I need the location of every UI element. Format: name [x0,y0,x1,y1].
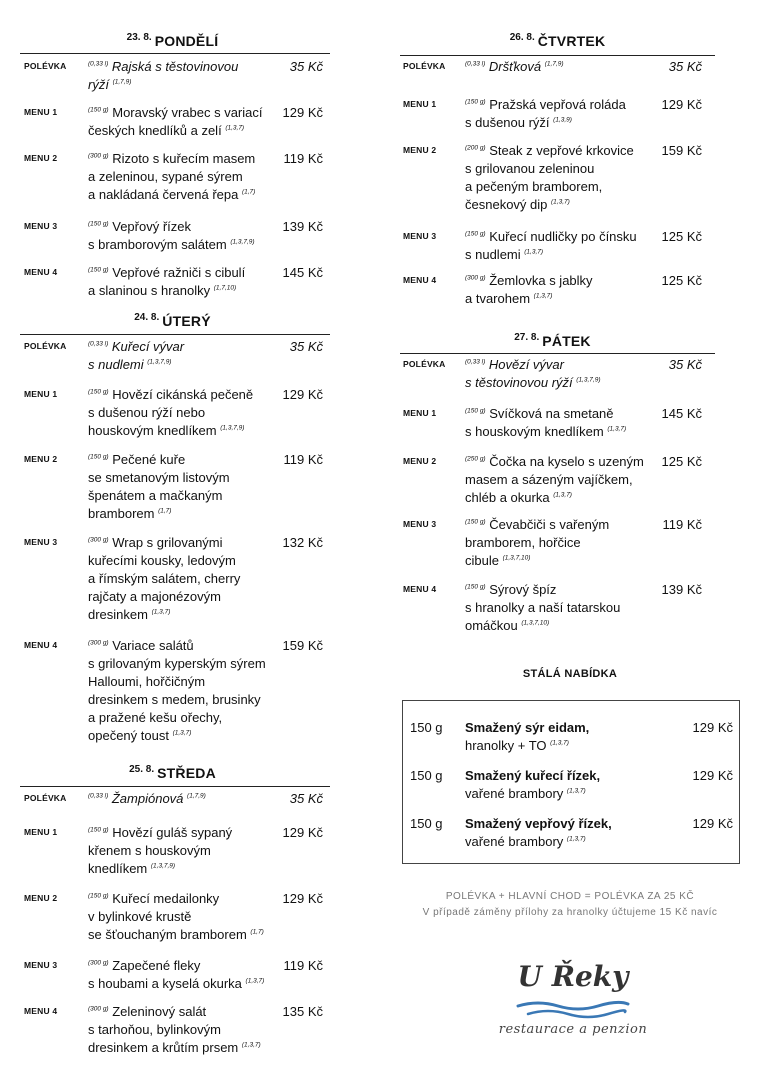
item-description [88,264,298,300]
description-line: s grilovanou zeleninou [465,161,595,176]
description-line: Vepřové ražniči s cibulí [112,265,246,280]
logo-subtitle: restaurace a penzion [498,1022,648,1037]
item-name: Smažený vepřový řízek, [465,816,612,831]
item-description [465,815,612,851]
description-line: v bylinkové krustě [88,909,192,924]
combo-note: POLÉVKA + HLAVNÍ CHOD = POLÉVKA ZA 25 KČ [445,891,695,902]
item-weight: (150 g) [88,106,109,114]
day-date: 26. 8. [509,32,535,43]
item-description [465,228,675,264]
allergens: (1,3,7) [550,739,569,747]
side-swap-note: V případě záměny přílohy za hranolky účtujeme 15 Kč navíc [422,907,718,918]
day-name: ÚTERÝ [162,313,211,329]
item-weight: (300 g) [88,639,109,647]
item-weight: (300 g) [88,1005,109,1013]
allergens: (1,3,7) [607,425,627,433]
description-line: Pečené kuře [112,452,186,467]
item-price: 129 Kč [282,387,323,402]
item-label: MENU 3 [24,537,58,547]
allergens: (1,3,7) [566,835,586,843]
description-line: s těstovinovou rýží [465,375,573,390]
allergens: (1,3,7) [225,124,245,132]
item-description [88,890,298,944]
item-side: vařené brambory [465,834,564,849]
item-weight: (150 g) [88,388,109,396]
item-side: vařené brambory [465,786,564,801]
item-weight: 150 g [410,816,443,831]
description-line: s houskovým knedlíkem [465,424,604,439]
allergens: (1,3,7) [241,1041,261,1049]
description-line: Kuřecí nudličky po čínsku [489,229,637,244]
description-line: Žampiónová [111,791,184,806]
item-description [88,824,298,878]
item-label: POLÉVKA [403,359,446,369]
allergens: (1,3,7,10) [502,554,531,562]
item-weight: (0,33 l) [88,792,109,800]
description-line: opečený toust [88,728,169,743]
description-line: s bramborovým salátem [88,237,227,252]
standing-offer-box [402,700,740,864]
item-description [88,218,298,254]
description-line: a pražené kešu ořechy, [88,710,223,725]
allergens: (1,3,7,9) [220,424,245,432]
description-line: a slaninou s hranolky [88,283,211,298]
item-label: POLÉVKA [24,793,67,803]
item-label: MENU 1 [403,99,437,109]
item-price: 132 Kč [282,535,323,550]
item-weight: (200 g) [465,144,486,152]
item-price: 125 Kč [661,273,702,288]
day-date: 25. 8. [129,764,155,775]
item-description [465,96,675,132]
item-price: 125 Kč [661,454,702,469]
description-line: česnekový dip [465,197,548,212]
item-price: 35 Kč [668,59,702,74]
day-name: STŘEDA [157,765,216,781]
item-weight: (150 g) [88,892,109,900]
item-weight: (0,33 l) [88,60,109,68]
description-line: a tvarohem [465,291,531,306]
item-price: 139 Kč [661,582,702,597]
item-label: MENU 3 [24,960,58,970]
allergens: (1,3,7) [172,729,192,737]
day-date: 24. 8. [134,312,160,323]
item-label: POLÉVKA [24,61,67,71]
description-line: Zapečené fleky [112,958,201,973]
item-description [465,453,675,507]
item-label: MENU 1 [403,408,437,418]
item-price: 129 Kč [692,816,733,831]
description-line: Zeleninový salát [112,1004,207,1019]
item-weight: (300 g) [88,152,109,160]
description-line: Svíčková na smetaně [489,406,614,421]
item-label: POLÉVKA [24,341,67,351]
item-price: 129 Kč [692,720,733,735]
item-description [88,150,298,204]
description-line: cibule [465,553,499,568]
item-price: 35 Kč [289,59,323,74]
divider [400,55,715,56]
allergens: (1,7,9) [187,792,206,800]
item-price: 145 Kč [282,265,323,280]
item-price: 129 Kč [661,97,702,112]
description-line: s houbami a kyselá okurka [88,976,242,991]
item-label: MENU 3 [403,231,437,241]
allergens: (1,3,7) [151,608,171,616]
item-price: 159 Kč [282,638,323,653]
item-weight: (300 g) [88,536,109,544]
item-price: 119 Kč [283,151,323,166]
description-line: Steak z vepřové krkovice [489,143,634,158]
item-description [88,386,298,440]
item-weight: (150 g) [88,453,109,461]
description-line: a nakládaná červená řepa [88,187,239,202]
item-label: MENU 2 [403,456,437,466]
item-price: 129 Kč [692,768,733,783]
divider [20,786,330,787]
allergens: (1,7) [158,507,172,515]
day-name: PONDĚLÍ [154,33,219,49]
description-line: českých knedlíků a zelí [88,123,222,138]
description-line: rýží [88,77,109,92]
allergens: (1,7) [250,928,264,936]
allergens: (1,3,7,9) [147,358,172,366]
description-line: se šťouchaným bramborem [88,927,247,942]
item-price: 145 Kč [661,406,702,421]
restaurant-logo [488,960,658,1050]
description-line: Sýrový špíz [489,582,557,597]
description-line: a římským salátem, cherry [88,571,241,586]
item-weight: (150 g) [465,230,486,238]
item-weight: (150 g) [465,583,486,591]
description-line: Moravský vrabec s variací [112,105,263,120]
item-price: 135 Kč [282,1004,323,1019]
allergens: (1,7,9) [112,78,132,86]
item-label: MENU 4 [403,584,437,594]
description-line: knedlíkem [88,861,148,876]
description-line: s dušenou rýží [465,115,550,130]
allergens: (1,3,7) [553,491,572,499]
item-label: MENU 1 [24,827,58,837]
description-line: a pečeným bramborem, [465,179,603,194]
item-weight: (150 g) [88,826,109,834]
description-line: dresinkem s medem, brusinky [88,692,261,707]
item-description [465,272,675,308]
item-weight: (150 g) [465,98,486,106]
description-line: omáčkou [465,618,518,633]
item-price: 119 Kč [283,452,323,467]
item-description [465,58,675,76]
item-price: 129 Kč [282,825,323,840]
day-header-tuesday [0,313,345,331]
item-description [88,1003,298,1057]
item-weight: (150 g) [465,518,486,526]
item-description [88,451,298,523]
item-price: 35 Kč [289,339,323,354]
item-weight: (0,33 l) [465,358,486,366]
day-name: PÁTEK [542,333,591,349]
description-line: Hovězí vývar [488,357,564,372]
item-price: 35 Kč [289,791,323,806]
day-header-monday [0,33,345,51]
item-weight: (150 g) [88,220,109,228]
item-name: Smažený kuřecí řízek, [465,768,601,783]
day-header-thursday [385,33,730,51]
description-line: bramborem [88,506,155,521]
item-weight: (250 g) [465,455,486,463]
item-description [88,637,298,745]
description-line: Hovězí cikánská pečeně [112,387,254,402]
description-line: Rajská s těstovinovou [111,59,239,74]
allergens: (1,3,7,9) [576,376,601,384]
item-weight: 150 g [410,768,443,783]
item-price: 129 Kč [282,105,323,120]
item-description [465,405,675,441]
allergens: (1,7) [241,188,256,196]
item-price: 119 Kč [662,517,702,532]
item-price: 119 Kč [283,958,323,973]
allergens: (1,7,9) [544,60,564,68]
allergens: (1,3,7,9) [150,862,176,870]
item-description [465,356,675,392]
divider [400,353,715,354]
item-description [88,58,298,94]
item-description [88,957,298,993]
description-line: Kuřecí medailonky [112,891,220,906]
item-name: Smažený sýr eidam, [465,720,590,735]
day-name: ČTVRTEK [537,33,606,49]
item-weight: 150 g [410,720,443,735]
day-header-wednesday [0,765,345,783]
item-label: MENU 2 [24,153,58,163]
item-price: 125 Kč [661,229,702,244]
description-line: křenem s houskovým [88,843,211,858]
description-line: dresinkem a krůtím prsem [88,1040,239,1055]
description-line: kuřecími kousky, ledovým [88,553,236,568]
item-weight: (300 g) [88,959,109,967]
item-label: MENU 3 [24,221,58,231]
item-description [88,104,298,140]
item-description [88,534,298,624]
allergens: (1,3,7) [551,198,570,206]
description-line: bramborem, hořčice [465,535,581,550]
item-description [465,142,675,214]
allergens: (1,3,7,9) [230,238,255,246]
item-label: MENU 3 [403,519,437,529]
description-line: Halloumi, hořčičným [88,674,206,689]
allergens: (1,3,7,10) [521,619,550,627]
description-line: Rizoto s kuřecím masem [112,151,256,166]
description-line: Vepřový řízek [112,219,191,234]
description-line: chléb a okurka [465,490,550,505]
description-line: Čočka na kyselo s uzeným [489,454,644,469]
item-price: 129 Kč [282,891,323,906]
item-price: 159 Kč [661,143,702,158]
description-line: dresinkem [88,607,148,622]
item-label: MENU 4 [24,640,58,650]
item-label: MENU 2 [403,145,437,155]
item-label: MENU 4 [24,267,58,277]
description-line: Pražská vepřová roláda [489,97,626,112]
item-description [465,581,675,635]
divider [20,53,330,54]
day-date: 23. 8. [126,32,152,43]
description-line: s nudlemi [465,247,521,262]
day-date: 27. 8. [514,332,540,343]
allergens: (1,3,7) [245,977,265,985]
description-line: masem a sázeným vajíčkem, [465,472,633,487]
description-line: houskovým knedlíkem [88,423,217,438]
item-weight: (0,33 l) [465,60,486,68]
description-line: s nudlemi [88,357,144,372]
item-price: 35 Kč [668,357,702,372]
allergens: (1,3,7) [566,787,586,795]
item-label: MENU 4 [24,1006,58,1016]
item-weight: (150 g) [465,407,486,415]
description-line: Žemlovka s jablky [489,273,593,288]
description-line: rajčaty a majonézovým [88,589,221,604]
description-line: Čevabčiči s vařeným [489,517,610,532]
waves-icon [513,998,633,1022]
item-weight: (0,33 l) [88,340,109,348]
allergens: (1,7,10) [213,284,237,292]
description-line: a zeleninou, sypané sýrem [88,169,243,184]
item-description [465,719,589,755]
item-label: MENU 4 [403,275,437,285]
item-description [88,338,298,374]
description-line: Wrap s grilovanými [112,535,223,550]
item-weight: (150 g) [88,266,109,274]
item-label: MENU 2 [24,454,58,464]
allergens: (1,3,7) [533,292,553,300]
item-description [465,767,600,803]
description-line: Hovězí guláš sypaný [112,825,233,840]
description-line: se smetanovým listovým [88,470,230,485]
allergens: (1,3,7) [524,248,544,256]
item-side: hranolky + TO [465,738,547,753]
item-weight: (300 g) [465,274,486,282]
day-header-friday [385,333,720,351]
allergens: (1,3,9) [553,116,572,124]
divider [20,334,330,335]
item-label: MENU 1 [24,389,58,399]
description-line: s hranolky a naší tatarskou [465,600,621,615]
description-line: špenátem a mačkaným [88,488,223,503]
description-line: s grilovaným kyperským sýrem [88,656,266,671]
item-description [465,516,675,570]
item-price: 139 Kč [282,219,323,234]
description-line: s dušenou rýží nebo [88,405,206,420]
description-line: Variace salátů [112,638,194,653]
item-label: POLÉVKA [403,61,446,71]
item-label: MENU 1 [24,107,58,117]
logo-name: U Řeky [517,960,629,993]
item-label: MENU 2 [24,893,58,903]
item-description [88,790,298,808]
standing-offer-title: STÁLÁ NABÍDKA [522,668,618,680]
description-line: Dršťková [488,59,542,74]
description-line: Kuřecí vývar [111,339,185,354]
description-line: s tarhoňou, bylinkovým [88,1022,221,1037]
